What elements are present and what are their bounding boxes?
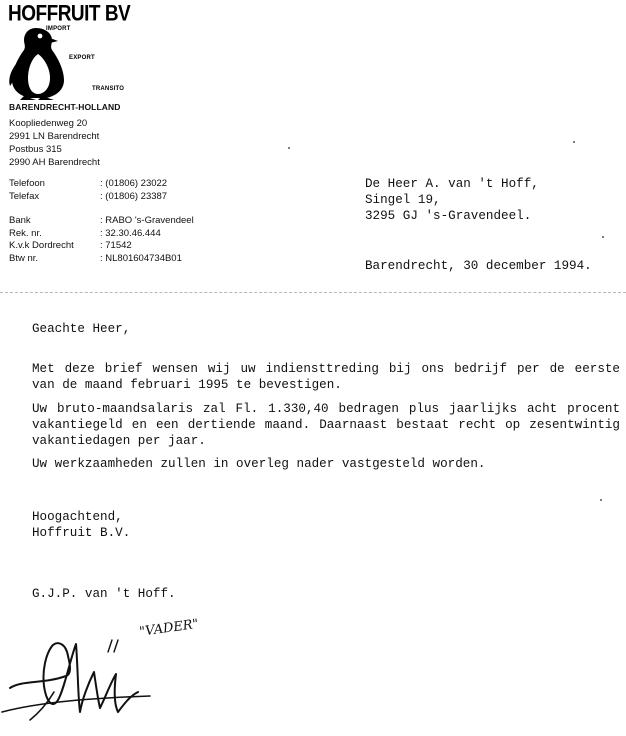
- address-line: 2990 AH Barendrecht: [9, 157, 100, 168]
- kvk-label: K.v.k Dordrecht: [9, 240, 74, 251]
- address-line: Postbus 315: [9, 144, 62, 155]
- company-address: [9, 117, 100, 169]
- company-origin: BARENDRECHT-HOLLAND: [9, 102, 121, 112]
- bank-block: [9, 215, 194, 265]
- vat-value: : NL801604734B01: [100, 252, 182, 264]
- bank-row: [9, 215, 194, 228]
- tag-import: IMPORT: [46, 26, 71, 32]
- signatory-name: G.J.P. van 't Hoff.: [32, 587, 176, 601]
- scan-speck: [573, 141, 575, 143]
- closing-line: Hoogachtend,: [32, 510, 123, 524]
- kvk-row: [9, 240, 194, 253]
- company-name: HOFFRUIT BV: [8, 2, 131, 27]
- vat-row: [9, 253, 194, 266]
- account-row: [9, 228, 194, 241]
- recipient-line: De Heer A. van 't Hoff,: [365, 177, 539, 191]
- recipient-line: Singel 19,: [365, 193, 441, 207]
- kvk-value: : 71542: [100, 240, 132, 251]
- account-label: Rek. nr.: [9, 227, 42, 239]
- page-fold-divider: [0, 292, 626, 293]
- penguin-logo: [6, 24, 125, 100]
- recipient-address: [365, 176, 539, 224]
- letter-date: Barendrecht, 30 december 1994.: [365, 259, 592, 273]
- paragraph-salary: Uw bruto-maandsalaris zal Fl. 1.330,40 bedragen plus jaarlijks acht procent vakantiegeld en een dertiende maand. Daarnaast bestaat recht op zesentwintig vakantiedagen per jaar.: [32, 402, 620, 448]
- bank-label: Bank: [9, 215, 31, 226]
- paragraph-duties: Uw werkzaamheden zullen in overleg nader vastgesteld worden.: [32, 457, 486, 471]
- tag-transito: TRANSITO: [92, 86, 125, 92]
- fax-row: [9, 191, 167, 204]
- recipient-line: 3295 GJ 's-Gravendeel.: [365, 209, 532, 223]
- address-line: 2991 LN Barendrecht: [9, 131, 100, 142]
- scan-speck: [602, 236, 604, 238]
- paragraph-start-date: Met deze brief wensen wij uw indiensttreding bij ons bedrijf per de eerste van de maand februari 1995 te bevestigen.: [32, 362, 620, 392]
- phone-value: : (01806) 23022: [100, 178, 168, 189]
- closing: [32, 509, 620, 541]
- account-value: : 32.30.46.444: [100, 227, 161, 239]
- address-line: Koopliedenweg 20: [9, 118, 88, 129]
- salutation: Geachte Heer,: [32, 322, 131, 336]
- phone-label: Telefoon: [9, 178, 45, 189]
- phone-block: [9, 178, 167, 203]
- scan-speck: [288, 147, 290, 149]
- handwritten-signature: [0, 600, 230, 736]
- tag-export: EXPORT: [69, 55, 95, 61]
- scan-speck: [600, 499, 602, 501]
- vat-label: Btw nr.: [9, 252, 39, 264]
- phone-row: [9, 178, 167, 191]
- handwritten-note: "VADER": [138, 616, 200, 640]
- fax-value: : (01806) 23387: [100, 190, 168, 202]
- bank-value: : RABO 's-Gravendeel: [100, 215, 194, 226]
- closing-company: Hoffruit B.V.: [32, 526, 131, 540]
- fax-label: Telefax: [9, 190, 40, 202]
